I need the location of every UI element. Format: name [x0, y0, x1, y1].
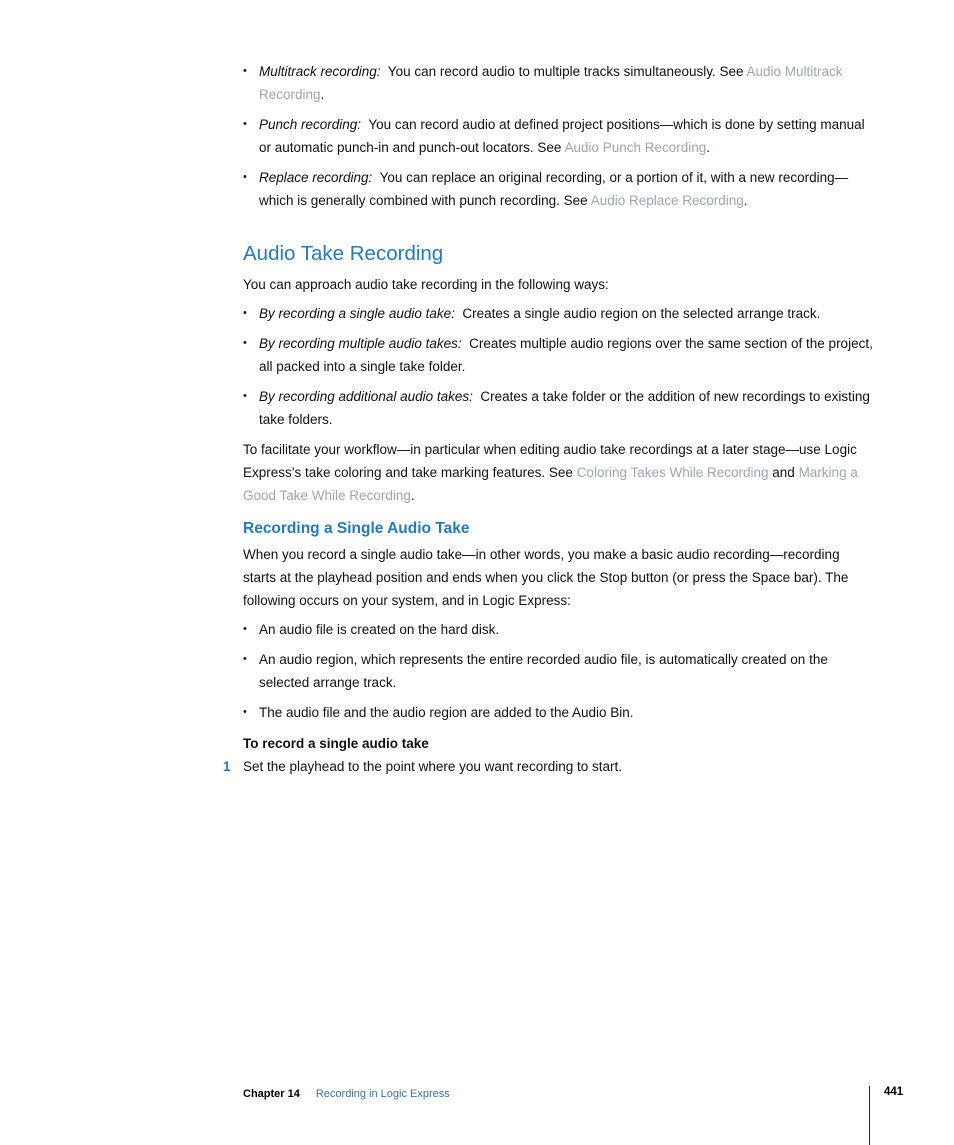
cross-reference-link[interactable]: Coloring Takes While Recording [576, 465, 769, 480]
bullet-item [243, 302, 875, 325]
cross-reference-link[interactable]: Audio Multitrack Recording [259, 64, 847, 102]
bullet-item [243, 332, 875, 378]
step-text [243, 755, 875, 778]
bullet-text [259, 701, 875, 724]
text-segment: Creates multiple audio regions over the same section of the project, all packed into a single take folder. [259, 336, 877, 374]
text-segment: You can record audio at defined project positions—which is done by setting manual or automatic punch-in and punch-out locators. See [259, 117, 869, 155]
text-segment: . [320, 87, 325, 102]
bullet-icon: • [243, 118, 247, 130]
text-segment: You can record audio to multiple tracks simultaneously. See [380, 64, 747, 79]
bullet-text [259, 385, 875, 431]
bullet-item [243, 648, 875, 694]
cross-reference-link[interactable]: Marking a Good Take While Recording [243, 465, 862, 503]
step-number: 1 [223, 759, 231, 774]
paragraph [243, 438, 875, 507]
paragraph [243, 543, 875, 612]
step-item [223, 755, 875, 778]
text-segment: You can approach audio take recording in the following ways: [243, 277, 609, 292]
chapter-title-link[interactable]: Recording in Logic Express [315, 1088, 450, 1100]
bullet-item [243, 385, 875, 431]
bullet-text [259, 166, 875, 212]
bullet-item [243, 618, 875, 641]
page-number: 441 [884, 1086, 904, 1098]
bullet-text [259, 648, 875, 694]
footer [243, 1087, 450, 1101]
text-segment: To facilitate your workflow—in particular when editing audio take recordings at a later stage—use Logic Express’s take coloring and take marking features. See [243, 442, 861, 480]
bullet-text [259, 113, 875, 159]
cross-reference-link[interactable]: Audio Replace Recording [590, 193, 744, 208]
text-segment: Set the playhead to the point where you want recording to start. [243, 759, 622, 774]
section-heading: Audio Take Recording [243, 242, 444, 265]
bullet-icon: • [243, 65, 247, 77]
bullet-text [259, 332, 875, 378]
chapter-label: Chapter 14 [243, 1088, 300, 1100]
text-segment: . [410, 488, 415, 503]
text-segment: Creates a take folder or the addition of new recordings to existing take folders. [259, 389, 874, 427]
bullet-icon: • [243, 171, 247, 183]
text-segment: By recording a single audio take: [259, 306, 455, 321]
bullet-icon: • [243, 307, 247, 319]
text-segment: . [706, 140, 711, 155]
bullet-icon: • [243, 653, 247, 665]
text-segment: By recording additional audio takes: [259, 389, 473, 404]
bullet-text [259, 618, 875, 641]
footer-rule [869, 1086, 870, 1145]
text-segment: An audio file is created on the hard disk. [259, 622, 500, 637]
text-segment: and [768, 465, 799, 480]
text-segment: Punch recording: [259, 117, 362, 132]
bullet-item [243, 701, 875, 724]
bullet-text [259, 60, 875, 106]
bullet-item [243, 166, 875, 212]
text-segment: . [743, 193, 748, 208]
text-segment: Replace recording: [259, 170, 373, 185]
text-segment: You can replace an original recording, or a portion of it, with a new recording—which is generally combined with punch recording. See [259, 170, 849, 208]
subsection-heading: Recording a Single Audio Take [243, 520, 470, 537]
bullet-icon: • [243, 337, 247, 349]
bullet-text [259, 302, 875, 325]
task-heading: To record a single audio take [243, 736, 429, 751]
text-segment: By recording multiple audio takes: [259, 336, 462, 351]
bullet-item [243, 60, 875, 106]
cross-reference-link[interactable]: Audio Punch Recording [564, 140, 707, 155]
text-segment: Multitrack recording: [259, 64, 381, 79]
text-segment: The audio file and the audio region are added to the Audio Bin. [259, 705, 634, 720]
bullet-icon: • [243, 623, 247, 635]
text-segment: When you record a single audio take—in other words, you make a basic audio recording—recording starts at the playhead position and ends when you click the Stop button (or press the Space bar). The following occurs on your system, and in Logic Express: [243, 547, 853, 608]
bullet-icon: • [243, 706, 247, 718]
text-segment: Creates a single audio region on the selected arrange track. [454, 306, 821, 321]
paragraph [243, 273, 875, 296]
text-segment: An audio region, which represents the entire recorded audio file, is automatically created on the selected arrange track. [259, 652, 832, 690]
bullet-icon: • [243, 390, 247, 402]
page-content [223, 60, 877, 778]
bullet-item [243, 113, 875, 159]
